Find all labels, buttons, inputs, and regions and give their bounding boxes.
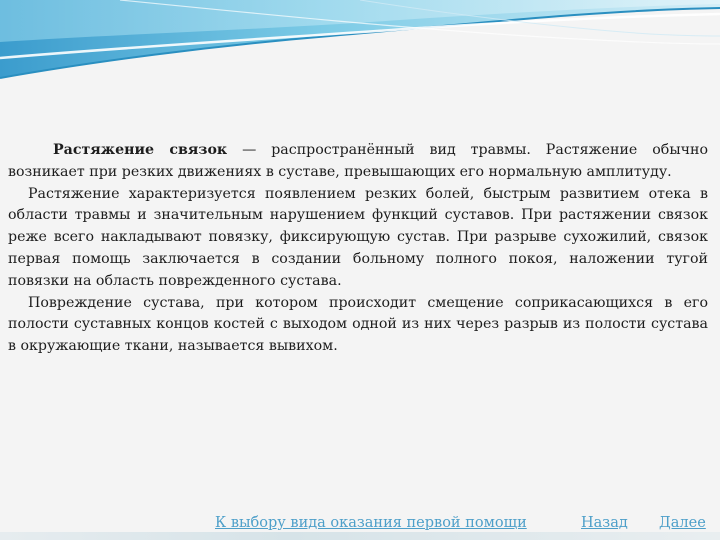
wave-header-decoration xyxy=(0,0,720,90)
paragraph-sprain-symptoms: Растяжение характеризуется появлением резких болей, быстрым развитием отека в области травмы и значительным нарушением функций суставов. При растяжении связок реже всего накладывают повязку, фиксирующую сустав. При разрыве сухожилий, связок первая помощь заключается в создании больному полного покоя, наложении тугой повязки на область поврежденного сустава. xyxy=(8,185,708,289)
slide-body xyxy=(8,140,708,358)
nav-link-back[interactable]: Назад xyxy=(581,515,628,531)
nav-link-next[interactable]: Далее xyxy=(659,515,706,531)
paragraph-sprain-definition-text: — распространённый вид травмы. Растяжение обычно возникает при резких движениях в суставе, превышающих его нормальную амплитуду. xyxy=(8,142,708,180)
nav-link-choose-first-aid[interactable]: К выбору вида оказания первой помощи xyxy=(215,515,527,531)
paragraph-dislocation-definition: Повреждение сустава, при котором происходит смещение соприкасающихся в его полости суставных концов костей с выходом одной из них через разрыв из полости сустава в окружающие ткани, называется вывихом. xyxy=(8,294,708,355)
paragraph-sprain-definition xyxy=(8,140,708,184)
term-sprain: Растяжение связок xyxy=(53,142,228,158)
bottom-decoration-strip xyxy=(0,532,720,540)
